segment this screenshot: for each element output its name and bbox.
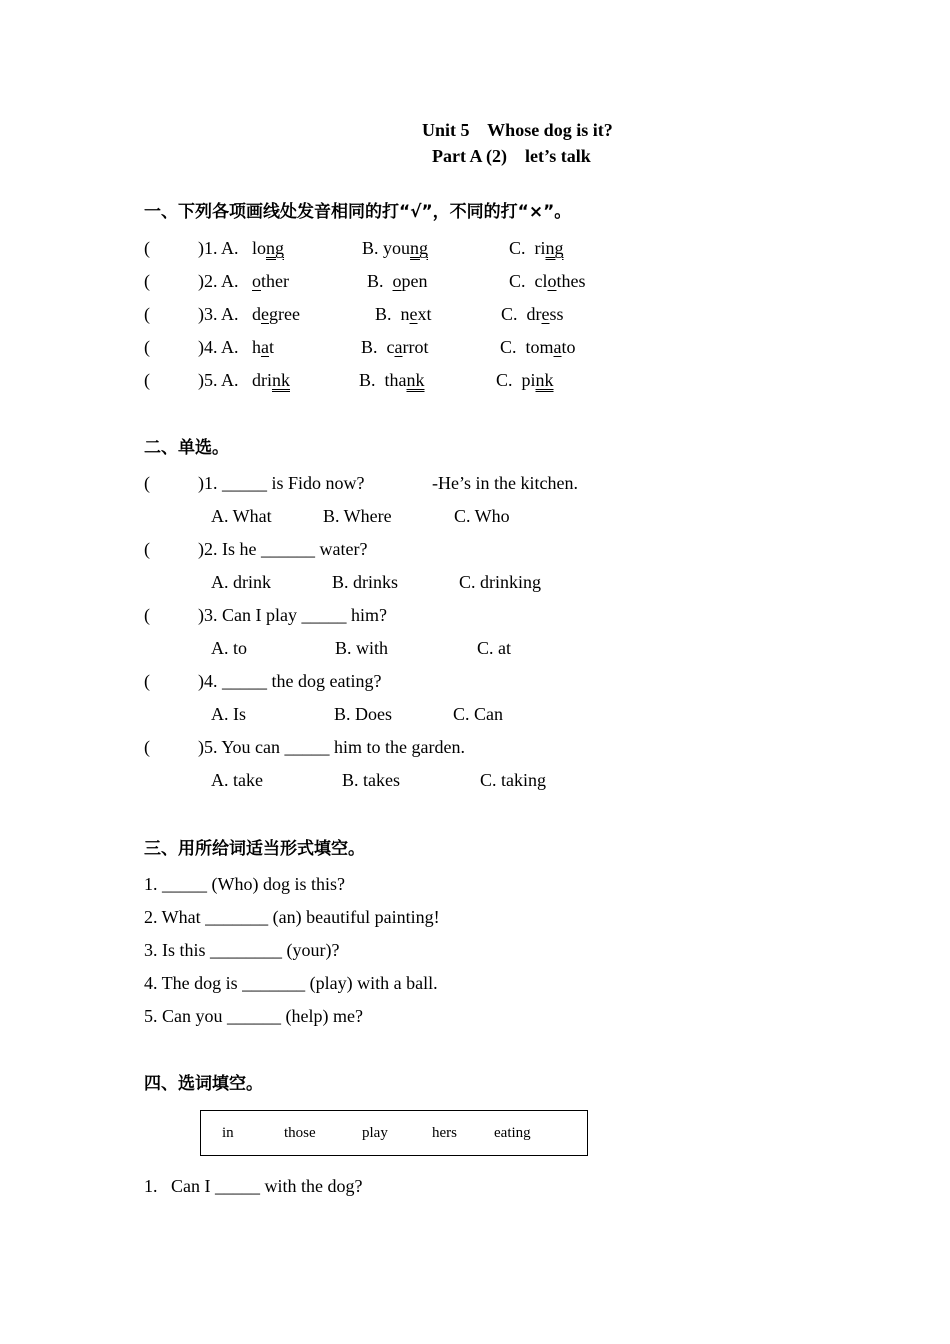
option-a — [252, 303, 300, 325]
option-c — [501, 303, 564, 325]
underlined-sound: ng — [410, 238, 429, 258]
word-part: gree — [269, 304, 300, 324]
answer-paren: ( — [144, 605, 150, 625]
answer-paren: ( — [144, 370, 150, 390]
word-part: C. dr — [501, 304, 542, 324]
word-part: pen — [401, 271, 428, 291]
underlined-sound: o — [252, 271, 261, 291]
underlined-sound: e — [541, 304, 550, 324]
option-a — [252, 336, 274, 358]
fill-item: 4. The dog is _______ (play) with a ball. — [144, 973, 438, 993]
answer-paren: ( — [144, 304, 150, 324]
section4-heading: 四、选词填空。 — [144, 1074, 263, 1094]
word-part: C. tom — [500, 337, 554, 357]
choice-b: B. drinks — [332, 572, 399, 592]
word-part: C. pi — [496, 370, 536, 390]
choice-b: B. Does — [334, 704, 392, 724]
word-part: t — [269, 337, 275, 357]
choice-b: B. Where — [323, 506, 392, 526]
option-b — [359, 369, 425, 391]
item-number: )4. A. — [198, 337, 239, 357]
answer-paren: ( — [144, 238, 150, 258]
item-number: )2. A. — [198, 271, 239, 291]
item-number: )5. A. — [198, 370, 239, 390]
word-part: lo — [252, 238, 267, 258]
answer-paren: ( — [144, 671, 150, 691]
choice-c: C. Can — [453, 704, 504, 724]
fill-item: 1. Can I _____ with the dog? — [144, 1176, 363, 1196]
underlined-sound: ng — [545, 238, 564, 258]
underlined-sound: o — [392, 271, 402, 291]
word-part: thes — [556, 271, 586, 291]
section1-heading: 一、下列各项画线处发音相同的打“√”，不同的打“×”。 — [144, 202, 572, 222]
word-part: C. ri — [509, 238, 546, 258]
answer-paren: ( — [144, 473, 150, 493]
underlined-sound: a — [394, 337, 403, 357]
underlined-sound: e — [409, 304, 418, 324]
option-b — [361, 336, 429, 358]
choice-a: A. to — [211, 638, 247, 658]
word-bank-word: hers — [432, 1125, 457, 1141]
choice-a: A. What — [211, 506, 272, 526]
choice-b: B. takes — [342, 770, 400, 790]
option-c — [496, 369, 554, 391]
choice-c: C. taking — [480, 770, 546, 790]
question-text: )2. Is he ______ water? — [198, 539, 368, 559]
word-bank-box — [200, 1110, 588, 1156]
option-a — [252, 369, 290, 391]
option-b — [362, 237, 428, 259]
word-part: h — [252, 337, 261, 357]
choice-c: C. Who — [454, 506, 510, 526]
word-part: B. c — [361, 337, 395, 357]
fill-item: 3. Is this ________ (your)? — [144, 940, 340, 960]
word-bank-word: play — [362, 1125, 388, 1141]
choice-a: A. Is — [211, 704, 246, 724]
choice-a: A. take — [211, 770, 263, 790]
underlined-sound: nk — [406, 370, 425, 390]
option-a — [252, 270, 289, 292]
word-part: to — [561, 337, 576, 357]
worksheet-title: Unit 5 Whose dog is it? — [422, 120, 613, 140]
underlined-sound: a — [553, 337, 562, 357]
word-part: C. cl — [509, 271, 548, 291]
choice-c: C. at — [477, 638, 511, 658]
option-c — [509, 270, 586, 292]
word-part: rrot — [402, 337, 429, 357]
question-text: )5. You can _____ him to the garden. — [198, 737, 465, 757]
underlined-sound: nk — [535, 370, 554, 390]
word-part: B. tha — [359, 370, 407, 390]
worksheet-subtitle: Part A (2) let’s talk — [432, 146, 591, 166]
word-bank-word: those — [284, 1125, 316, 1141]
answer-paren: ( — [144, 737, 150, 757]
question-text: )1. _____ is Fido now? — [198, 473, 365, 493]
answer-paren: ( — [144, 337, 150, 357]
item-number: )1. A. — [198, 238, 239, 258]
option-c — [509, 237, 564, 259]
word-part: B. — [367, 271, 393, 291]
option-c — [500, 336, 576, 358]
word-bank-word: eating — [494, 1125, 531, 1141]
underlined-sound: o — [547, 271, 557, 291]
word-part: d — [252, 304, 261, 324]
question-text: )4. _____ the dog eating? — [198, 671, 382, 691]
option-a — [252, 237, 284, 259]
fill-item: 5. Can you ______ (help) me? — [144, 1006, 363, 1026]
choice-b: B. with — [335, 638, 389, 658]
word-part: ther — [261, 271, 289, 291]
option-b — [375, 303, 432, 325]
underlined-sound: ng — [266, 238, 285, 258]
section3-heading: 三、用所给词适当形式填空。 — [144, 839, 365, 859]
word-part: xt — [417, 304, 432, 324]
word-part: B. you — [362, 238, 411, 258]
underlined-sound: nk — [272, 370, 290, 390]
word-part: dri — [252, 370, 272, 390]
word-bank-word: in — [222, 1125, 234, 1141]
answer-paren: ( — [144, 271, 150, 291]
choice-a: A. drink — [211, 572, 271, 592]
answer-paren: ( — [144, 539, 150, 559]
underlined-sound: a — [261, 337, 269, 357]
fill-item: 1. _____ (Who) dog is this? — [144, 874, 345, 894]
section2-heading: 二、单选。 — [144, 438, 229, 458]
question-response: -He’s in the kitchen. — [432, 473, 578, 493]
word-part: ss — [549, 304, 564, 324]
underlined-sound: e — [261, 304, 269, 324]
question-text: )3. Can I play _____ him? — [198, 605, 387, 625]
choice-c: C. drinking — [459, 572, 542, 592]
item-number: )3. A. — [198, 304, 239, 324]
word-part: B. n — [375, 304, 410, 324]
fill-item: 2. What _______ (an) beautiful painting! — [144, 907, 440, 927]
option-b — [367, 270, 428, 292]
